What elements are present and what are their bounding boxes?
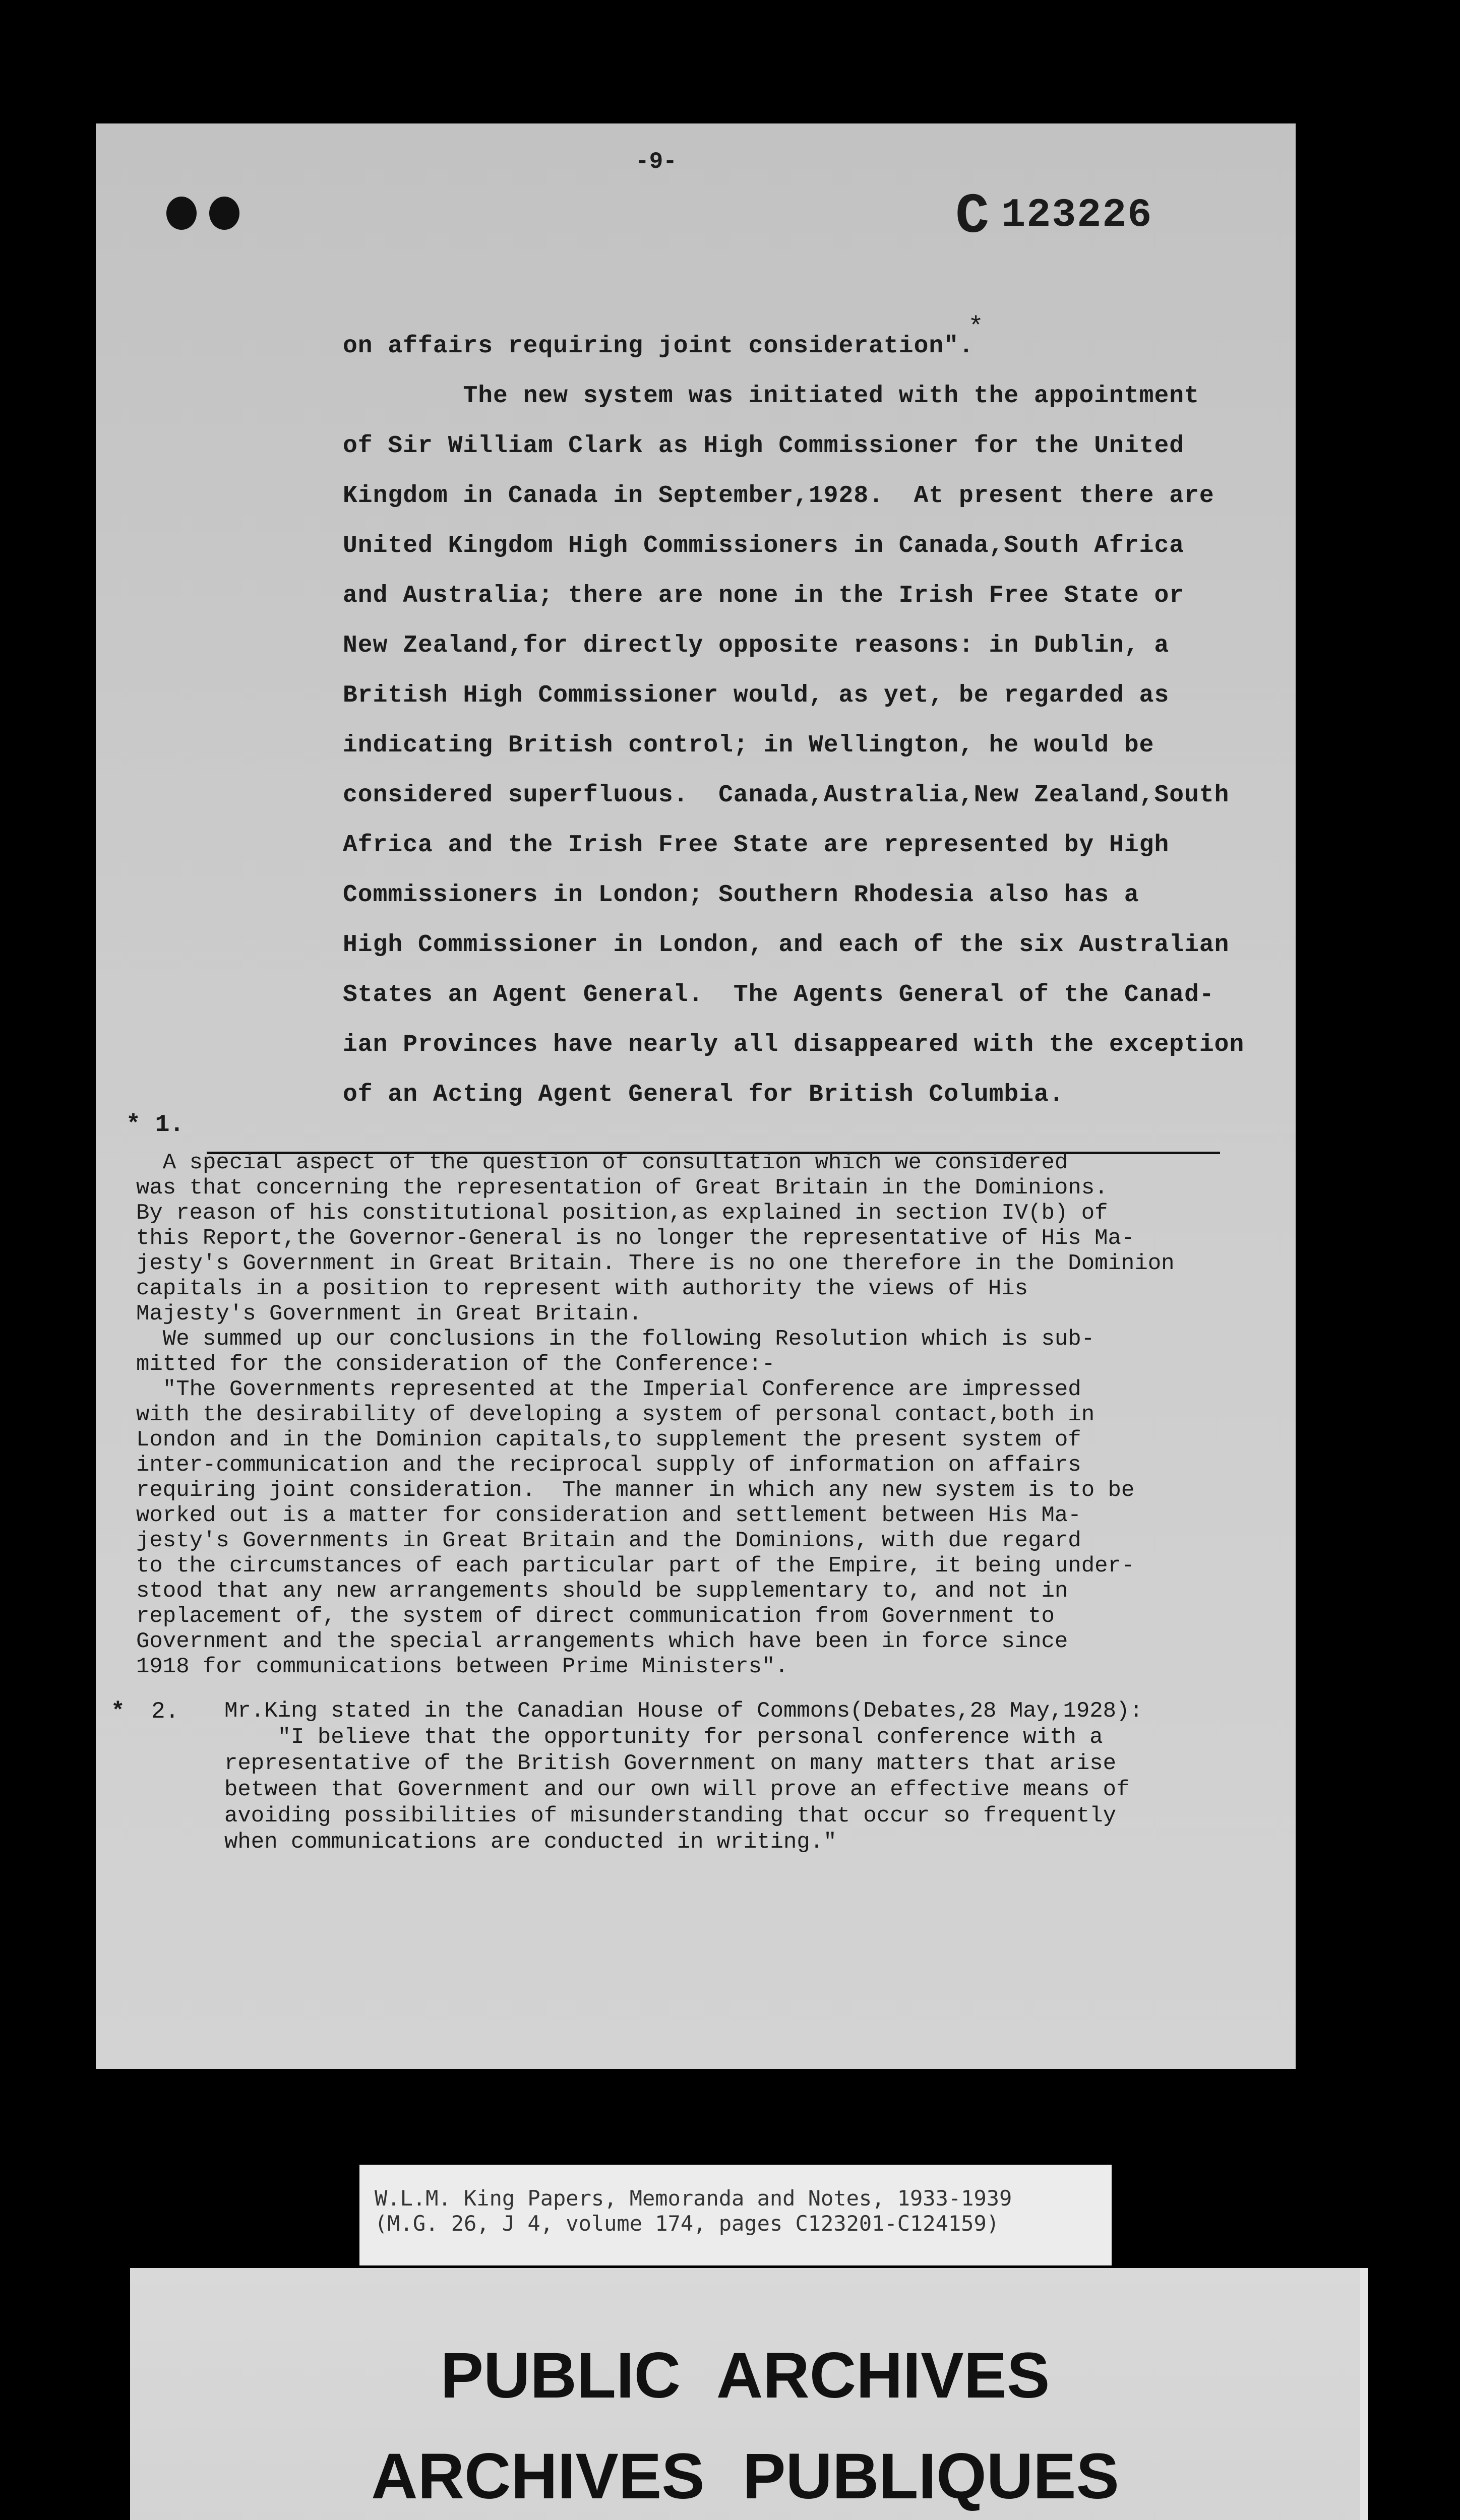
text-line: "The Governments represented at the Imperial Conference are impressed [136,1377,1081,1402]
text-line: capitals in a position to represent with authority the views of His [136,1276,1028,1301]
text-line: on affairs requiring joint consideration". [343,333,974,360]
archive-card [130,2268,1368,2520]
footnote-1-marker: * 1. [126,1111,185,1139]
text-line: considered superfluous. Canada,Australia,New Zealand,South [343,782,1230,809]
text-line: jesty's Governments in Great Britain and the Dominions, with due regard [136,1528,1081,1553]
text-line: to the circumstances of each particular part of the Empire, it being under- [136,1553,1135,1579]
text-line: jesty's Government in Great Britain. There is no one therefore in the Dominion [136,1251,1175,1276]
punch-hole-icon [209,197,239,230]
text-line: New Zealand,for directly opposite reasons: in Dublin, a [343,632,1170,659]
text-line: of Sir William Clark as High Commissioner for the United [343,432,1185,460]
text-line: representative of the British Government on many matters that arise [224,1751,1117,1776]
punch-hole-icon [166,197,197,230]
source-label [359,2165,1112,2265]
text-line: indicating British control; in Wellington, he would be [343,732,1154,759]
archive-title-en: PUBLIC ARCHIVES [440,2340,1050,2412]
text-line: Kingdom in Canada in September,1928. At present there are [343,482,1214,510]
text-line: By reason of his constitutional position,as explained in section IV(b) of [136,1201,1108,1226]
text-line: mitted for the consideration of the Conference:- [136,1352,775,1377]
text-line: The new system was initiated with the appointment [343,383,1199,410]
document-id-stamp [955,179,1153,249]
text-line: of an Acting Agent General for British Columbia. [343,1081,1064,1108]
text-line: this Report,the Governor-General is no longer the representative of His Ma- [136,1226,1135,1251]
text-line: when communications are conducted in writing." [224,1830,837,1855]
text-line: "I believe that the opportunity for personal conference with a [224,1725,1103,1750]
text-line: was that concerning the representation of Great Britain in the Dominions. [136,1175,1108,1201]
text-line: British High Commissioner would, as yet, be regarded as [343,682,1170,709]
text-line: stood that any new arrangements should be supplementary to, and not in [136,1579,1068,1604]
text-line: States an Agent General. The Agents General of the Canad- [343,981,1214,1009]
text-line: ian Provinces have nearly all disappeared with the exception [343,1031,1245,1058]
text-line: London and in the Dominion capitals,to supplement the present system of [136,1427,1081,1453]
source-line-1: W.L.M. King Papers, Memoranda and Notes, 1933-1939 [375,2186,1012,2211]
document-page [96,123,1296,2069]
text-line: A special aspect of the question of consultation which we considered [136,1150,1068,1175]
footnote-2-label: 2. [151,1698,179,1725]
doc-id-number: 123226 [1001,193,1153,238]
footnote-2-marker: * [111,1698,125,1725]
text-line: inter-communication and the reciprocal supply of information on affairs [136,1453,1081,1478]
footnote-marker: * [968,312,984,342]
text-line: 1918 for communications between Prime Ministers". [136,1654,788,1679]
text-line: United Kingdom High Commissioners in Canada,South Africa [343,532,1185,559]
text-line: replacement of, the system of direct communication from Government to [136,1604,1055,1629]
text-line: Mr.King stated in the Canadian House of Commons(Debates,28 May,1928): [224,1698,1143,1724]
text-line: Government and the special arrangements which have been in force since [136,1629,1068,1654]
text-line: between that Government and our own will prove an effective means of [224,1777,1130,1802]
text-line: avoiding possibilities of misunderstanding that occur so frequently [224,1803,1117,1829]
page-number: -9- [635,149,677,175]
source-line-2: (M.G. 26, J 4, volume 174, pages C123201-C124159) [375,2211,1000,2236]
text-line: worked out is a matter for consideration and settlement between His Ma- [136,1503,1081,1528]
text-line: with the desirability of developing a system of personal contact,both in [136,1402,1095,1427]
archive-title-fr: ARCHIVES PUBLIQUES [371,2440,1119,2512]
text-line: requiring joint consideration. The manner in which any new system is to be [136,1478,1135,1503]
text-line: Africa and the Irish Free State are represented by High [343,832,1170,859]
text-line: Commissioners in London; Southern Rhodesia also has a [343,881,1139,909]
punch-holes [166,197,247,232]
text-line: High Commissioner in London, and each of the six Australian [343,931,1230,959]
text-line: We summed up our conclusions in the following Resolution which is sub- [136,1327,1095,1352]
text-line: and Australia; there are none in the Irish Free State or [343,582,1185,609]
doc-id-prefix: C [955,185,991,249]
text-line: Majesty's Government in Great Britain. [136,1301,642,1327]
